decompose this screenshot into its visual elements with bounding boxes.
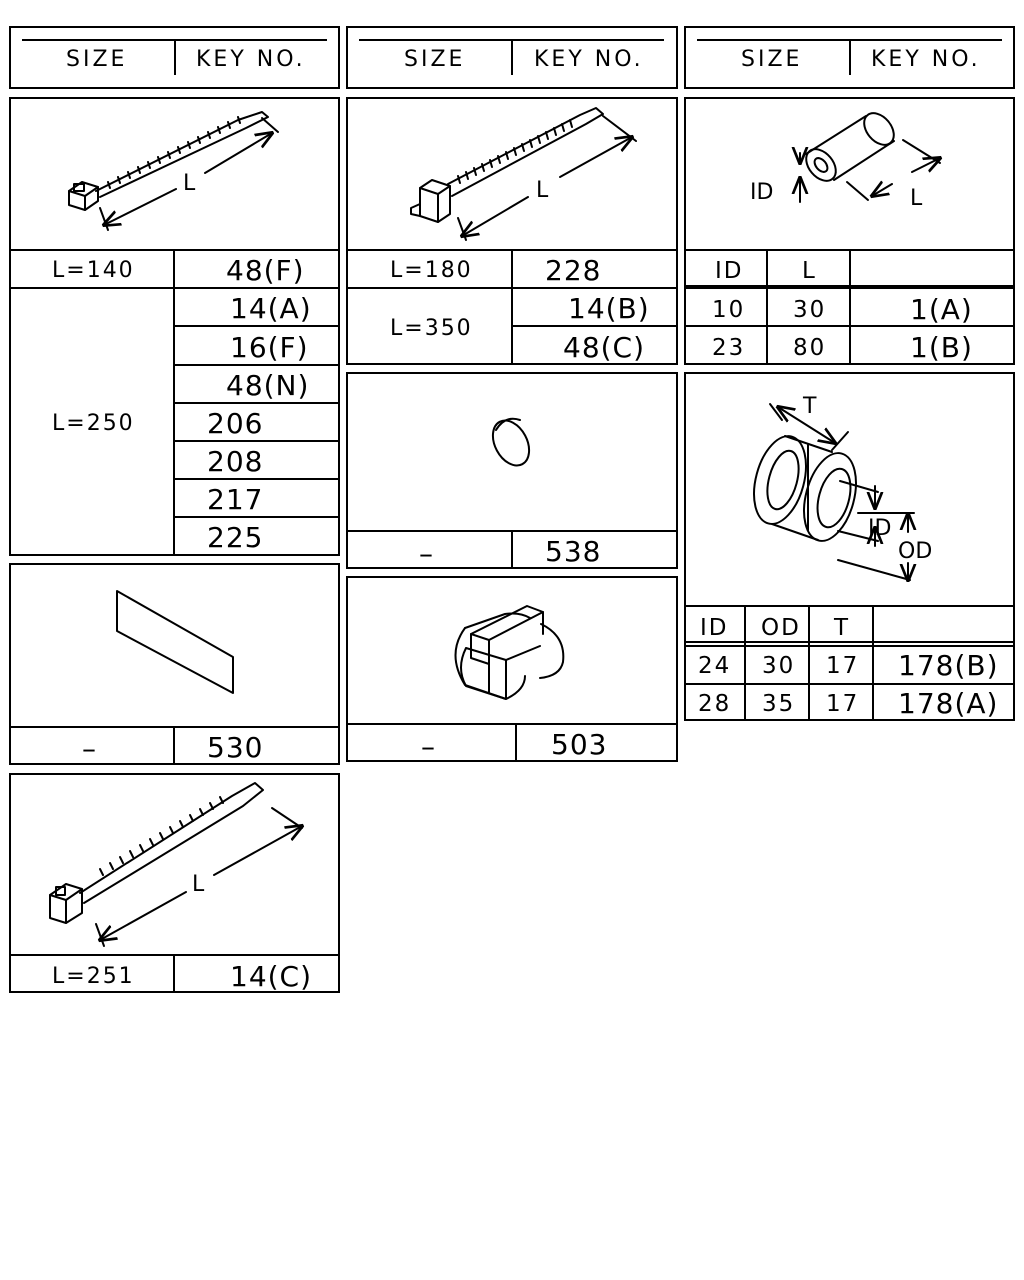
- cable-tie-251-drawing: [50, 783, 302, 946]
- cable-tie-180-drawing: [411, 108, 636, 240]
- column-header: ID: [700, 615, 729, 641]
- key-number: 1(B): [910, 331, 973, 364]
- key-number: 16(F): [230, 331, 309, 364]
- dimension-label-l: L: [910, 186, 923, 211]
- size-label: L=350: [390, 316, 473, 341]
- key-number: 503: [551, 728, 608, 761]
- key-number: 14(B): [568, 292, 650, 325]
- key-number: 178(B): [898, 649, 999, 682]
- header-size-3: SIZE: [741, 47, 803, 72]
- key-number: 225: [207, 521, 264, 554]
- dimension-label-od: OD: [898, 539, 933, 564]
- size-dash: –: [419, 537, 434, 570]
- dimension-label-id: ID: [868, 516, 892, 541]
- dimension-label: L: [536, 178, 549, 203]
- key-number: 208: [207, 445, 264, 478]
- cell-value: 24: [698, 653, 732, 679]
- dimension-label: L: [192, 872, 205, 897]
- key-number: 178(A): [898, 687, 999, 720]
- column-header: T: [834, 615, 851, 641]
- cell-value: 10: [712, 297, 746, 323]
- dimension-label-t: T: [803, 394, 817, 419]
- cell-value: 23: [712, 335, 746, 361]
- cell-value: 30: [762, 653, 796, 679]
- cell-value: 17: [826, 691, 860, 717]
- column-header: ID: [715, 258, 744, 284]
- header-size-1: SIZE: [66, 47, 128, 72]
- grommet-drawing: [745, 394, 932, 580]
- column-header: OD: [761, 615, 801, 641]
- cell-value: 28: [698, 691, 732, 717]
- column-header: L: [802, 258, 817, 284]
- key-number: 530: [207, 731, 264, 764]
- dimension-label-id: ID: [750, 180, 774, 205]
- header-key-2: KEY NO.: [534, 47, 644, 72]
- header-key-3: KEY NO.: [871, 47, 981, 72]
- disc-538-drawing: [486, 414, 537, 471]
- cell-value: 17: [826, 653, 860, 679]
- size-dash: –: [421, 730, 436, 763]
- key-number: 206: [207, 407, 264, 440]
- cell-value: 80: [793, 335, 827, 361]
- cable-tie-140-drawing: [69, 112, 278, 230]
- key-number: 1(A): [910, 293, 973, 326]
- dimension-label: L: [183, 171, 196, 196]
- cell-value: 30: [793, 297, 827, 323]
- key-number: 14(A): [230, 292, 312, 325]
- size-label: L=140: [52, 258, 135, 283]
- size-label: L=251: [52, 964, 135, 989]
- header-key-1: KEY NO.: [196, 47, 306, 72]
- tube-drawing: [750, 107, 940, 211]
- size-label: L=180: [390, 258, 473, 283]
- key-number: 217: [207, 483, 264, 516]
- key-number: 14(C): [230, 960, 313, 993]
- key-number: 48(C): [563, 331, 646, 364]
- size-label: L=250: [52, 411, 135, 436]
- header-size-2: SIZE: [404, 47, 466, 72]
- size-dash: –: [82, 732, 97, 765]
- key-number: 48(F): [226, 254, 305, 287]
- pad-530-drawing: [117, 591, 233, 693]
- block-503-drawing: [456, 606, 564, 699]
- key-number: 538: [545, 535, 602, 568]
- key-number: 228: [545, 254, 602, 287]
- cell-value: 35: [762, 691, 796, 717]
- key-number: 48(N): [226, 369, 310, 402]
